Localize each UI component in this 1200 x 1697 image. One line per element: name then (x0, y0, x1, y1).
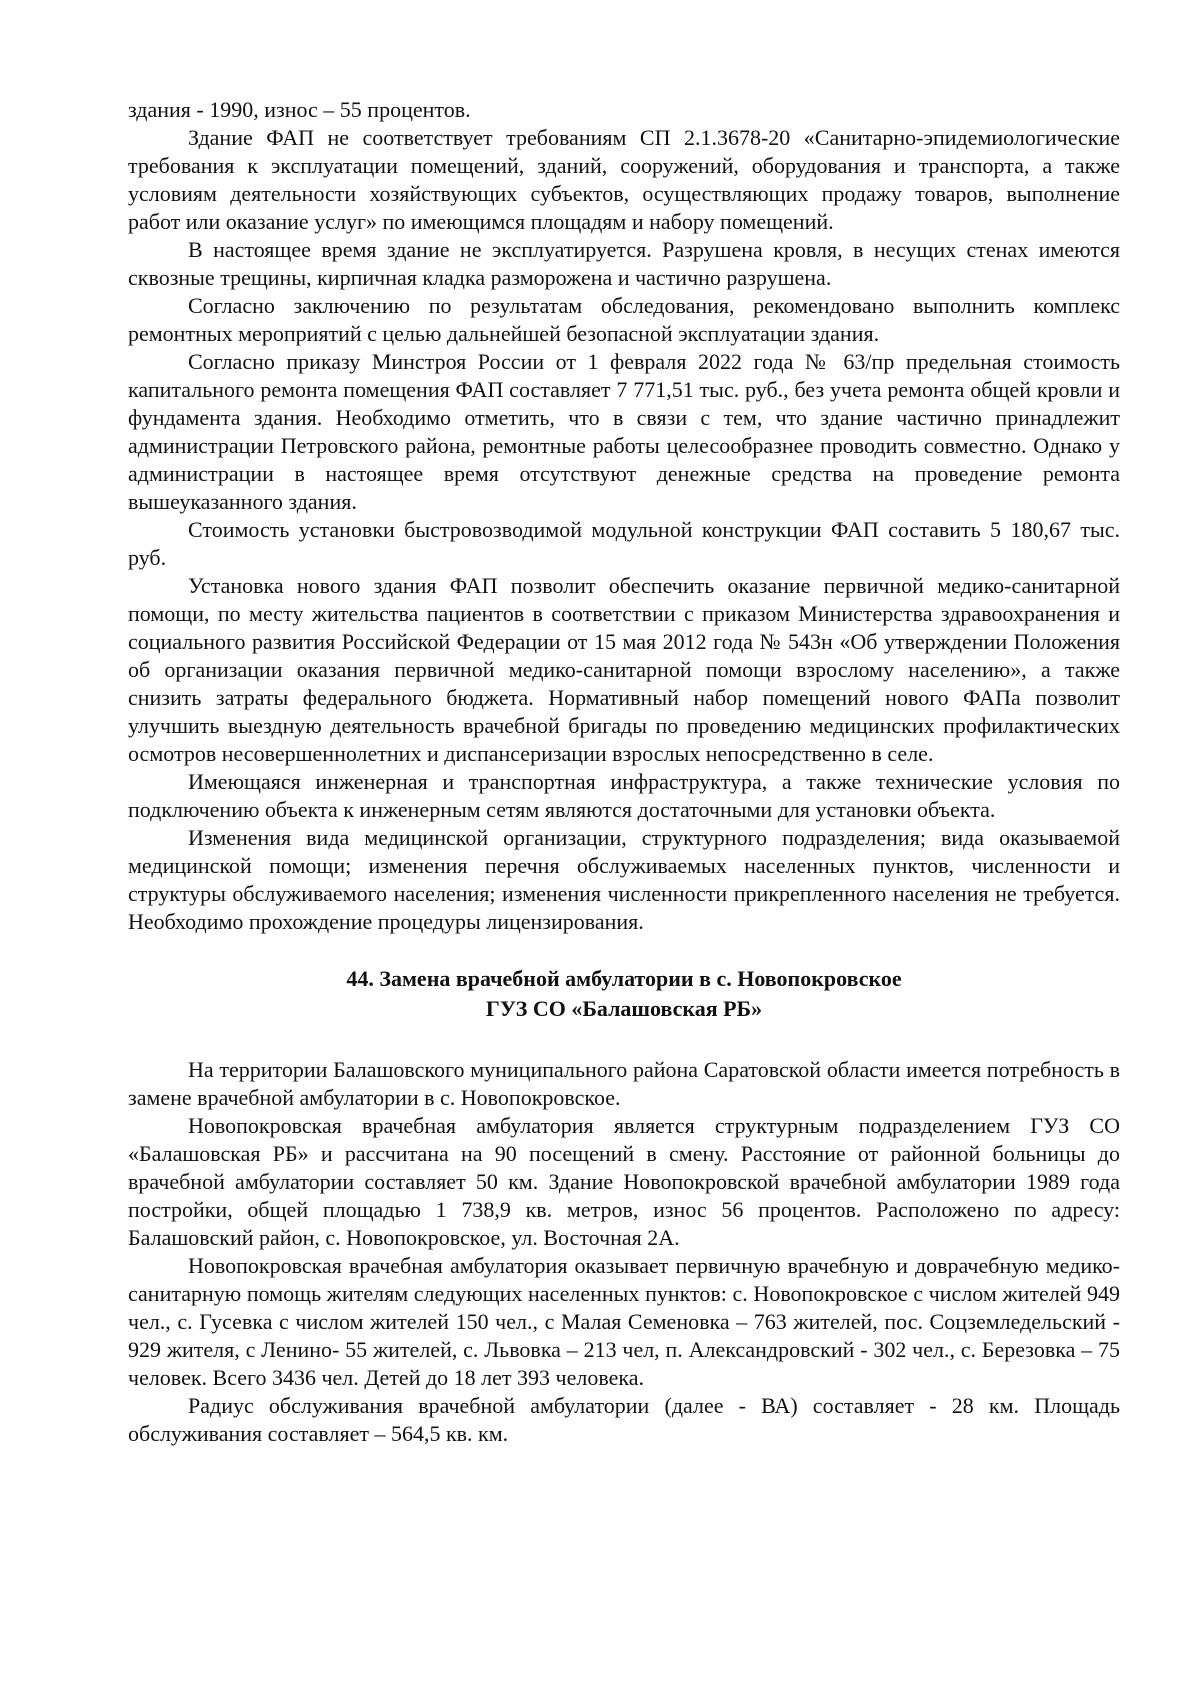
paragraph-inspection-conclusion: Согласно заключению по результатам обследования, рекомендовано выполнить комплекс ремонтных мероприятий с целью дальнейшей безопасной эксплуатации здания. (128, 293, 1120, 346)
section-heading-line-1: 44. Замена врачебной амбулатории в с. Новопокровское (346, 966, 902, 991)
paragraph-current-state: В настоящее время здание не эксплуатируется. Разрушена кровля, в несущих стенах имеются сквозные трещины, кирпичная кладка разморожена и частично разрушена. (128, 237, 1120, 290)
paragraph-modular-cost: Стоимость установки быстровозводимой модульной конструкции ФАП составить 5 180,67 тыс. руб. (128, 517, 1120, 570)
paragraph-infrastructure: Имеющаяся инженерная и транспортная инфраструктура, а также технические условия по подключению объекта к инженерным сетям являются достаточными для установки объекта. (128, 769, 1120, 822)
section-heading (128, 964, 1120, 1024)
paragraph-service-radius: Радиус обслуживания врачебной амбулатории (далее - ВА) составляет - 28 км. Площадь обслуживания составляет – 564,5 кв. км. (128, 1393, 1120, 1446)
paragraph-sanitary-requirements: Здание ФАП не соответствует требованиям СП 2.1.3678-20 «Санитарно-эпидемиологические требования к эксплуатации помещений, зданий, сооружений, оборудования и транспорта, а также условиям деятельности хозяйствующих субъектов, осуществляющих продажу товаров, выполнение работ или оказание услуг» по имеющимся площадям и набору помещений. (128, 125, 1120, 234)
document-page (128, 96, 1120, 1448)
paragraph-licensing: Изменения вида медицинской организации, структурного подразделения; вида оказываемой медицинской помощи; изменения перечня обслуживаемых населенных пунктов, численности и структуры обслуживаемого населения; изменения численности прикрепленного населения не требуется. Необходимо прохождение процедуры лицензирования. (128, 825, 1120, 934)
paragraph-replacement-need: На территории Балашовского муниципального района Саратовской области имеется потребность в замене врачебной амбулатории в с. Новопокровское. (128, 1057, 1120, 1110)
paragraph-building-year: здания - 1990, износ – 55 процентов. (128, 97, 471, 122)
paragraph-ambulatory-description: Новопокровская врачебная амбулатория является структурным подразделением ГУЗ СО «Балашовская РБ» и рассчитана на 90 посещений в смену. Расстояние от районной больницы до врачебной амбулатории составляет 50 км. Здание Новопокровской врачебной амбулатории 1989 года постройки, общей площадью 1 738,9 кв. метров, износ 56 процентов. Расположено по адресу: Балашовский район, с. Новопокровское, ул. Восточная 2А. (128, 1113, 1120, 1250)
section-heading-line-2: ГУЗ СО «Балашовская РБ» (485, 996, 763, 1021)
paragraph-served-settlements: Новопокровская врачебная амбулатория оказывает первичную врачебную и доврачебную медико-санитарную помощь жителям следующих населенных пунктов: с. Новопокровское с числом жителей 949 чел., с. Гусевка с числом жителей 150 чел., с Малая Семеновка – 763 жителей, пос. Соцземледельский - 929 жителя, с Ленино- 55 жителей, с. Львовка – 213 чел, п. Александровский - 302 чел., с. Березовка – 75 человек. Всего 3436 чел. Детей до 18 лет 393 человека. (128, 1253, 1120, 1390)
paragraph-repair-cost: Согласно приказу Минстроя России от 1 февраля 2022 года № 63/пр предельная стоимость капитального ремонта помещения ФАП составляет 7 771,51 тыс. руб., без учета ремонта общей кровли и фундамента здания. Необходимо отметить, что в связи с тем, что здание частично принадлежит администрации Петровского района, ремонтные работы целесообразнее проводить совместно. Однако у администрации в настоящее время отсутствуют денежные средства на проведение ремонта вышеуказанного здания. (128, 349, 1120, 514)
paragraph-new-building-benefits: Установка нового здания ФАП позволит обеспечить оказание первичной медико-санитарной помощи, по месту жительства пациентов в соответствии с приказом Министерства здравоохранения и социального развития Российской Федерации от 15 мая 2012 года № 543н «Об утверждении Положения об организации оказания первичной медико-санитарной помощи взрослому населению», а также снизить затраты федерального бюджета. Нормативный набор помещений нового ФАПа позволит улучшить выездную деятельность врачебной бригады по проведению медицинских профилактических осмотров несовершеннолетних и диспансеризации взрослых непосредственно в селе. (128, 573, 1120, 766)
